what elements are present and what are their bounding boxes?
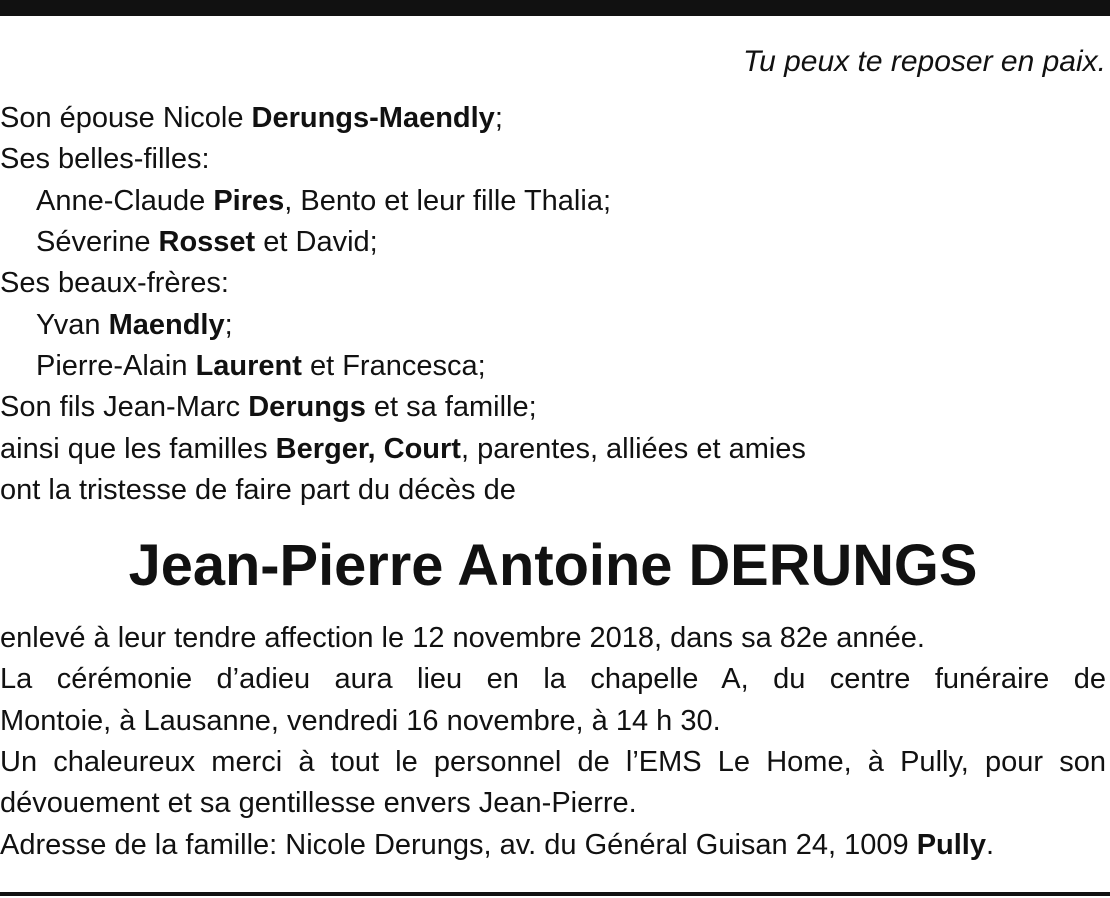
family-line-spouse bbox=[0, 99, 503, 137]
surname: Maendly bbox=[108, 309, 225, 341]
family-line-heading-daughters-in-law: Ses belles-filles: bbox=[0, 143, 210, 175]
text: ; bbox=[494, 102, 503, 134]
text: Son épouse Nicole bbox=[0, 102, 252, 134]
text: , Bento et leur fille Thalia; bbox=[284, 185, 611, 217]
detail-line-ceremony-1: La cérémonie d’adieu aura lieu en la chapelle A, du centre funéraire de bbox=[0, 663, 1106, 695]
detail-line-passing: enlevé à leur tendre affection le 12 novembre 2018, dans sa 82e année. bbox=[0, 622, 925, 654]
city: Pully bbox=[916, 829, 986, 861]
deceased-name: Jean-Pierre Antoine DERUNGS bbox=[128, 533, 978, 598]
detail-line-thanks-2: dévouement et sa gentillesse envers Jean-Pierre. bbox=[0, 787, 637, 819]
text: et David; bbox=[255, 226, 378, 258]
surname: Laurent bbox=[195, 350, 302, 382]
family-line-families bbox=[0, 430, 806, 468]
surname: Berger, Court bbox=[275, 433, 461, 465]
family-line-heading-brothers-in-law: Ses beaux-frères: bbox=[0, 267, 229, 299]
surname: Derungs-Maendly bbox=[251, 102, 495, 134]
text: Anne-Claude bbox=[36, 185, 214, 217]
text: , parentes, alliées et amies bbox=[460, 433, 806, 465]
detail-line-ceremony-2: Montoie, à Lausanne, vendredi 16 novembre, à 14 h 30. bbox=[0, 705, 721, 737]
bottom-rule bbox=[0, 892, 1110, 896]
motto: Tu peux te reposer en paix. bbox=[743, 45, 1106, 78]
text: et Francesca; bbox=[301, 350, 486, 382]
text: Séverine bbox=[36, 226, 159, 258]
text: . bbox=[986, 829, 995, 861]
family-line-pierre-alain bbox=[36, 347, 486, 385]
surname: Derungs bbox=[248, 391, 366, 423]
text: ; bbox=[224, 309, 233, 341]
surname: Rosset bbox=[158, 226, 256, 258]
text: Son fils Jean-Marc bbox=[0, 391, 249, 423]
family-line-son bbox=[0, 388, 537, 426]
detail-line-address bbox=[0, 826, 994, 864]
detail-line-thanks-1: Un chaleureux merci à tout le personnel de l’EMS Le Home, à Pully, pour son bbox=[0, 746, 1106, 778]
text: et sa famille; bbox=[365, 391, 537, 423]
surname: Pires bbox=[213, 185, 285, 217]
family-line-announcement: ont la tristesse de faire part du décès de bbox=[0, 474, 516, 506]
text: ainsi que les familles bbox=[0, 433, 276, 465]
text: Yvan bbox=[36, 309, 109, 341]
family-line-severine bbox=[36, 223, 378, 261]
text: Adresse de la famille: Nicole Derungs, av. du Général Guisan 24, 1009 bbox=[0, 829, 917, 861]
family-line-yvan bbox=[36, 306, 233, 344]
family-line-anne-claude bbox=[36, 182, 611, 220]
text: Pierre-Alain bbox=[36, 350, 196, 382]
